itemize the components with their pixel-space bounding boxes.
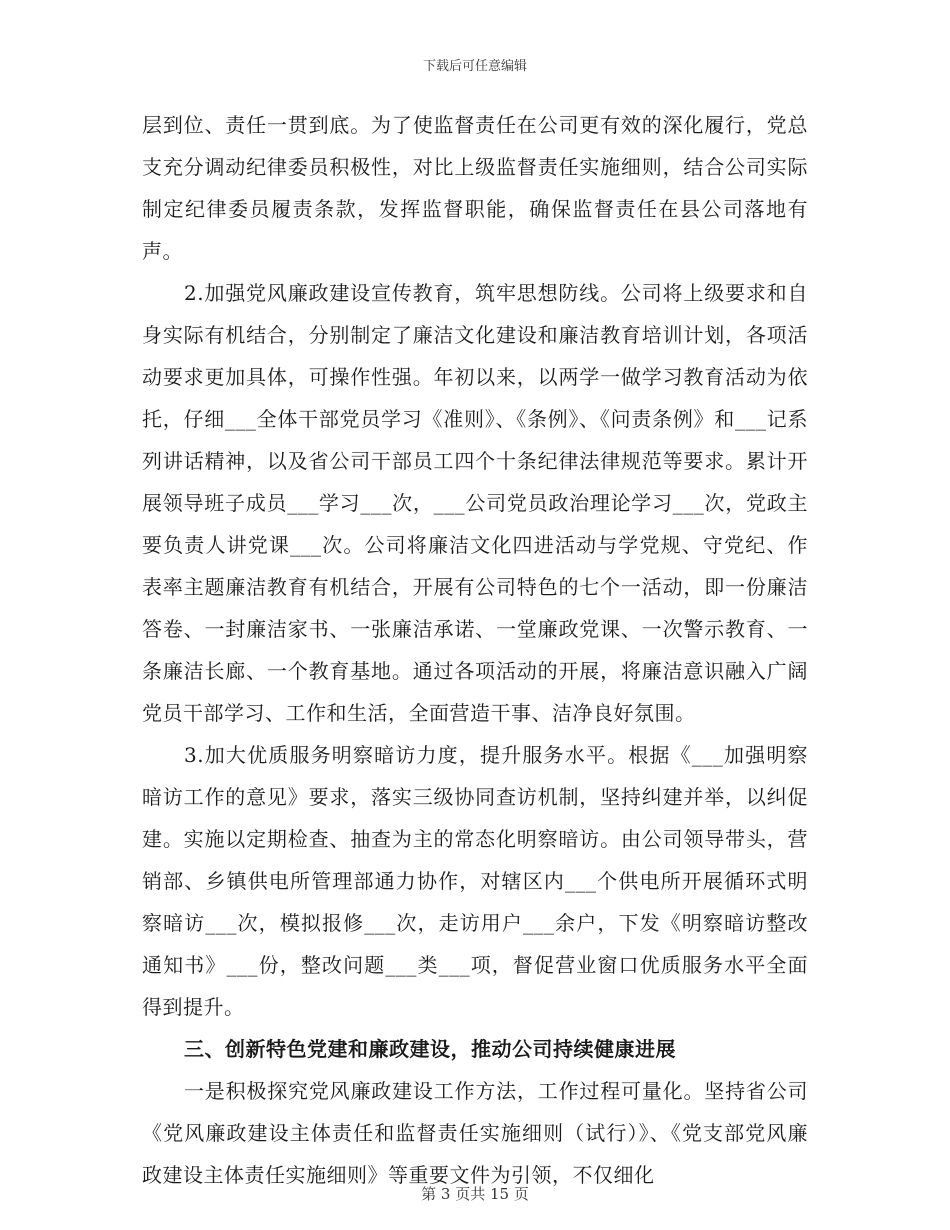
paragraph-item-3: 3.加大优质服务明察暗访力度，提升服务水平。根据《___加强明察暗访工作的意见》要求，落实三级协同查访机制，坚持纠建并举，以纠促建。实施以定期检查、抽查为主的常态化明察暗访。由公司领导带头，营销部、乡镇供电所管理部通力协作，对辖区内___个供电所开展循环式明察暗访___次，模拟报修___次，走访用户___余户，下发《明察暗访整改通知书》___份，整改问题___类___项，督促营业窗口优质服务水平全面得到提升。 bbox=[142, 743, 808, 1019]
page-footer: 第 3 页共 15 页 bbox=[421, 1185, 529, 1203]
paragraph-section-3-first: 一是积极探究党风廉政建设工作方法，工作过程可量化。坚持省公司《党风廉政建设主体责任和监督责任实施细则（试行）》、《党支部党风廉政建设主体责任实施细则》等重要文件为引领，不仅细化 bbox=[142, 1079, 808, 1187]
document-body bbox=[142, 104, 808, 1196]
paragraph-item-2: 2.加强党风廉政建设宣传教育，筑牢思想防线。公司将上级要求和自身实际有机结合，分别制定了廉洁文化建设和廉洁教育培训计划，各项活动要求更加具体，可操作性强。年初以来，以两学一做学习教育活动为依托，仔细___全体干部党员学习《准则》、《条例》、《问责条例》和___记系列讲话精神，以及省公司干部员工四个十条纪律法律规范等要求。累计开展领导班子成员___学习___次，___公司党员政治理论学习___次，党政主要负责人讲党课___次。公司将廉洁文化四进活动与学党规、守党纪、作表率主题廉洁教育有机结合，开展有公司特色的七个一活动，即一份廉洁答卷、一封廉洁家书、一张廉洁承诺、一堂廉政党课、一次警示教育、一条廉洁长廊、一个教育基地。通过各项活动的开展，将廉洁意识融入广阔党员干部学习、工作和生活，全面营造干事、洁净良好氛围。 bbox=[142, 281, 808, 725]
paragraph-continuation: 层到位、责任一贯到底。为了使监督责任在公司更有效的深化履行，党总支充分调动纪律委员积极性，对比上级监督责任实施细则，结合公司实际制定纪律委员履责条款，发挥监督职能，确保监督责任在县公司落地有声。 bbox=[142, 113, 808, 263]
page-header: 下载后可任意编辑 bbox=[422, 59, 527, 74]
section-heading-3: 三、创新特色党建和廉政建设，推动公司持续健康进展 bbox=[184, 1037, 676, 1061]
